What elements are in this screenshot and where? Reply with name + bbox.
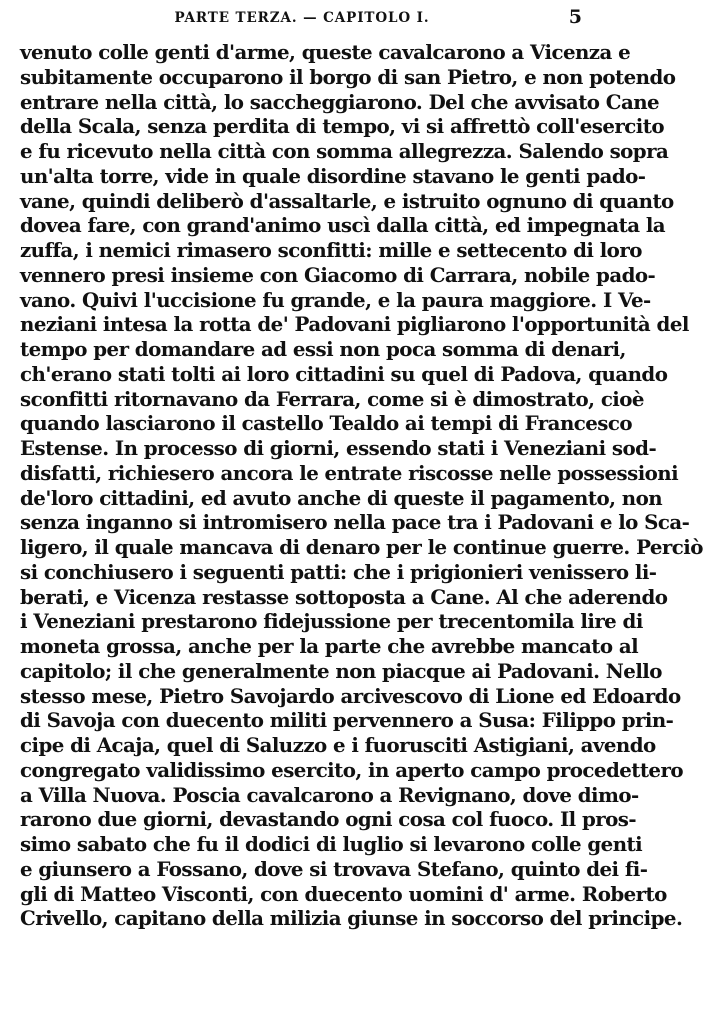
text-line-5: e fu ricevuto nella città con somma allegrezza. Salendo sopra bbox=[20, 139, 669, 163]
text-line-18: disfatti, richiesero ancora le entrate riscosse nelle possessioni bbox=[20, 460, 679, 485]
text-line-1: venuto colle genti d'arme, queste cavalcarono a Vicenza e bbox=[20, 40, 631, 64]
text-line-8: dovea fare, con grand'animo uscì dalla città, ed impegnata la bbox=[20, 213, 666, 238]
page-number: 5 bbox=[568, 6, 582, 28]
text-line-24: i Veneziani prestarono fidejussione per trecentomila lire di bbox=[20, 609, 643, 634]
text-line-19: de'loro cittadini, ed avuto anche di queste il pagamento, non bbox=[20, 485, 663, 510]
text-line-6: un'alta torre, vide in quale disordine stavano le genti pado- bbox=[20, 163, 646, 188]
text-line-31: a Villa Nuova. Poscia cavalcarono a Revignano, dove dimo- bbox=[20, 782, 639, 807]
text-line-7: vane, quindi deliberò d'assaltarle, e istruito ognuno di quanto bbox=[20, 188, 674, 213]
text-line-15: sconfitti ritornavano da Ferrara, come si è dimostrato, cioè bbox=[20, 386, 644, 411]
text-line-12: neziani intesa la rotta de' Padovani pigliarono l'opportunità del bbox=[20, 312, 689, 337]
text-line-2: subitamente occuparono il borgo di san Pietro, e non potendo bbox=[20, 64, 676, 89]
text-line-3: entrare nella città, lo saccheggiarono. Del che avvisato Cane bbox=[20, 89, 660, 114]
text-line-13: tempo per domandare ad essi non poca somma di denari, bbox=[20, 337, 626, 361]
body-text bbox=[20, 40, 703, 931]
text-line-27: stesso mese, Pietro Savojardo arcivescovo di Lione ed Edoardo bbox=[20, 683, 681, 708]
text-line-33: simo sabato che fu il dodici di luglio si levarono colle genti bbox=[20, 832, 643, 856]
text-line-36: Crivello, capitano della milizia giunse in soccorso del principe. bbox=[20, 906, 683, 931]
text-line-34: e giunsero a Fossano, dove si trovava Stefano, quinto dei fi- bbox=[20, 856, 648, 881]
text-line-9: zuffa, i nemici rimasero sconfitti: mille e settecento di loro bbox=[20, 238, 642, 262]
text-line-14: ch'erano stati tolti ai loro cittadini su quel di Padova, quando bbox=[20, 361, 668, 386]
text-line-11: vano. Quivi l'uccisione fu grande, e la paura maggiore. I Ve- bbox=[20, 287, 651, 312]
text-line-16: quando lasciarono il castello Tealdo ai tempi di Francesco bbox=[20, 411, 633, 436]
running-head bbox=[18, 6, 586, 36]
text-line-20: senza inganno si intromisero nella pace tra i Padovani e lo Sca- bbox=[20, 510, 690, 535]
text-line-21: ligero, il quale mancava di denaro per le continue guerre. Perciò bbox=[20, 535, 703, 559]
text-line-4: della Scala, senza perdita di tempo, vi si affrettò coll'esercito bbox=[20, 114, 664, 139]
text-line-28: di Savoja con duecento militi pervennero a Susa: Filippo prin- bbox=[20, 708, 674, 733]
text-line-30: congregato validissimo esercito, in aperto campo procedettero bbox=[20, 757, 683, 782]
text-line-29: cipe di Acaja, quel di Saluzzo e i fuorusciti Astigiani, avendo bbox=[20, 733, 656, 757]
running-title: PARTE TERZA. — CAPITOLO I. bbox=[174, 10, 430, 26]
text-line-10: vennero presi insieme con Giacomo di Carrara, nobile pado- bbox=[20, 262, 656, 287]
text-line-25: moneta grossa, anche per la parte che avrebbe mancato al bbox=[20, 634, 639, 658]
text-line-23: berati, e Vicenza restasse sottoposta a Cane. Al che aderendo bbox=[20, 584, 668, 609]
text-line-35: gli di Matteo Visconti, con duecento uomini d' arme. Roberto bbox=[20, 881, 667, 906]
text-line-17: Estense. In processo di giorni, essendo stati i Veneziani sod- bbox=[20, 436, 657, 460]
text-line-22: si conchiusero i seguenti patti: che i prigionieri venissero li- bbox=[20, 559, 657, 584]
text-line-26: capitolo; il che generalmente non piacque ai Padovani. Nello bbox=[20, 658, 662, 683]
text-line-32: rarono due giorni, devastando ogni cosa col fuoco. Il pros- bbox=[20, 807, 637, 832]
